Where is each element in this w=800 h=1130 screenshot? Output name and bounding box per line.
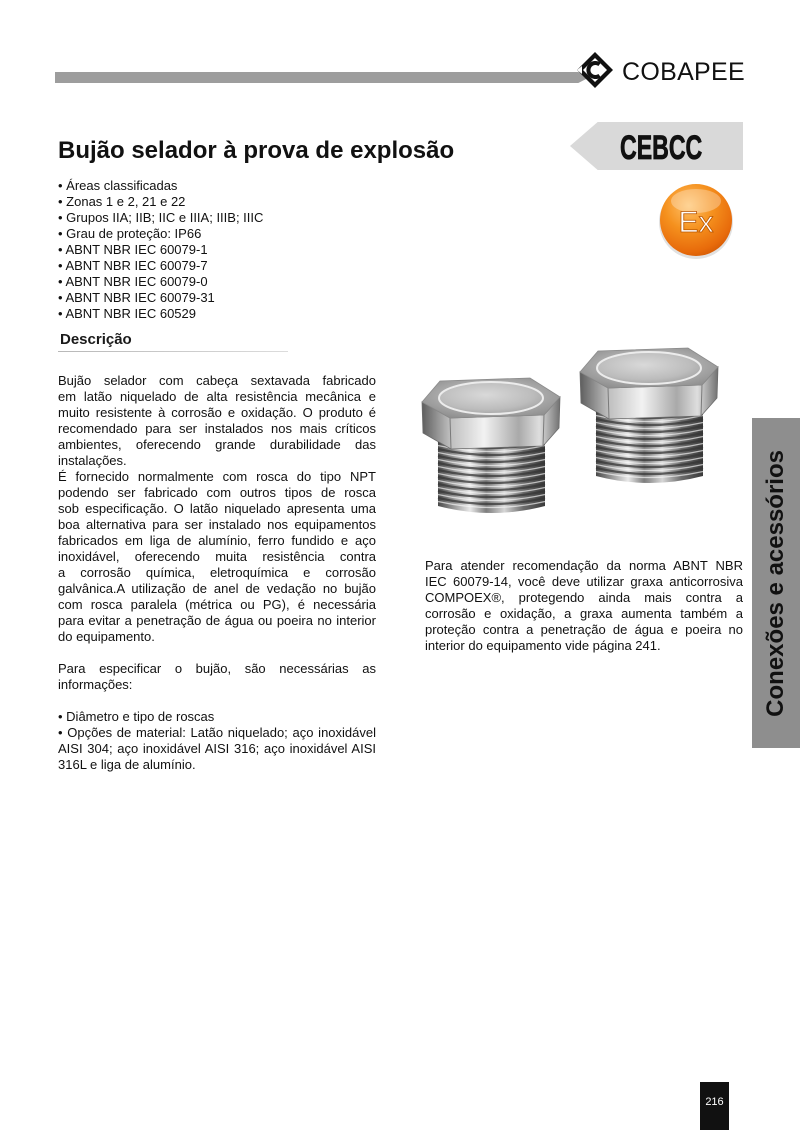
cobapee-logo-icon bbox=[575, 50, 615, 90]
paragraph-gap bbox=[58, 693, 376, 709]
feature-item: • Zonas 1 e 2, 21 e 22 bbox=[58, 194, 186, 209]
text-line: Para especificar o bujão, são necessárias as bbox=[58, 661, 376, 676]
text-line: galvânica.A utilização de anel de vedação no bujão bbox=[58, 581, 376, 596]
feature-item: • ABNT NBR IEC 60529 bbox=[58, 306, 196, 321]
text-line: podendo ser fabricado com outros tipos de rosca bbox=[58, 485, 376, 500]
spec-item-line: 316L e liga de alumínio. bbox=[58, 757, 196, 772]
ex-certification-badge bbox=[655, 180, 737, 262]
text-line: em latão niquelado de alta resistência mecânica e bbox=[58, 389, 376, 404]
text-line: fabricados em liga de alumínio, ferro fundido e aço bbox=[58, 533, 376, 548]
heading-underline bbox=[58, 351, 288, 352]
product-title: Bujão selador à prova de explosão bbox=[58, 137, 455, 164]
text-line: sob especificação. O latão niquelado apresenta uma bbox=[58, 501, 376, 516]
paragraph-gap bbox=[58, 645, 376, 661]
text-line: muito resistente à corrosão e oxidação. O produto é bbox=[58, 405, 376, 420]
text-line: instalações. bbox=[58, 453, 127, 468]
ex-badge-label: Ex bbox=[678, 206, 714, 239]
feature-item: • ABNT NBR IEC 60079-31 bbox=[58, 290, 215, 305]
feature-item: • Áreas classificadas bbox=[58, 178, 178, 193]
description-body bbox=[58, 373, 376, 773]
page-number: 216 bbox=[705, 1096, 724, 1108]
text-line: Bujão selador com cabeça sextavada fabricado bbox=[58, 373, 376, 388]
text-line: para evitar a penetração de água ou poeira no interior bbox=[58, 613, 376, 628]
page-number-box bbox=[700, 1082, 729, 1130]
feature-item: • Grupos IIA; IIB; IIC e IIIA; IIIB; IIIC bbox=[58, 210, 264, 225]
plug-left bbox=[422, 378, 560, 513]
feature-item: • ABNT NBR IEC 60079-0 bbox=[58, 274, 208, 289]
feature-list bbox=[58, 178, 358, 322]
plug-right bbox=[580, 348, 718, 483]
text-line: Para atender recomendação da norma ABNT NBR bbox=[425, 558, 743, 573]
section-heading-description: Descrição bbox=[60, 331, 132, 348]
brand-logo-text: COBAPEE bbox=[622, 58, 745, 86]
text-line: inoxidável, oferecendo muita resistência contra bbox=[58, 549, 376, 564]
feature-item: • ABNT NBR IEC 60079-1 bbox=[58, 242, 208, 257]
product-code: CEBCC bbox=[620, 129, 703, 167]
spec-item-line: AISI 304; aço inoxidável AISI 316; aço inoxidável AISI bbox=[58, 741, 376, 756]
spec-item-line: • Diâmetro e tipo de roscas bbox=[58, 709, 215, 724]
text-line: proteção contra a penetração de água e poeira no bbox=[425, 622, 743, 637]
text-line: recomendado para ser instalados nos mais críticos bbox=[58, 421, 376, 436]
text-line: IEC 60079-14, você deve utilizar graxa anticorrosiva bbox=[425, 574, 743, 589]
text-line: a corrosão química, eletroquímica e corrosão bbox=[58, 565, 376, 580]
product-photo bbox=[410, 340, 730, 525]
feature-item: • Grau de proteção: IP66 bbox=[58, 226, 202, 241]
text-line: com rosca paralela (métrica ou PG), é necessária bbox=[58, 597, 376, 612]
text-line: informações: bbox=[58, 677, 133, 692]
text-line: corrosão e oxidação, a graxa aumenta também a bbox=[425, 606, 743, 621]
text-line: É fornecido normalmente com rosca do tipo NPT bbox=[58, 469, 376, 484]
header-bar bbox=[55, 72, 589, 83]
text-line: interior do equipamento vide página 241. bbox=[425, 638, 661, 653]
section-side-tab-label: Conexões e acessórios bbox=[762, 449, 789, 717]
text-line: ambientes, oferecendo grande durabilidade das bbox=[58, 437, 376, 452]
feature-item: • ABNT NBR IEC 60079-7 bbox=[58, 258, 208, 273]
text-line: boa alternativa para ser instalado nos equipamentos bbox=[58, 517, 376, 532]
section-side-tab bbox=[752, 418, 800, 748]
text-line: COMPOEX®, protegendo ainda mais contra a bbox=[425, 590, 743, 605]
grease-recommendation-note bbox=[425, 558, 743, 654]
text-line: do equipamento. bbox=[58, 629, 155, 644]
spec-item-line: • Opções de material: Latão niquelado; aço inoxidável bbox=[58, 725, 376, 740]
